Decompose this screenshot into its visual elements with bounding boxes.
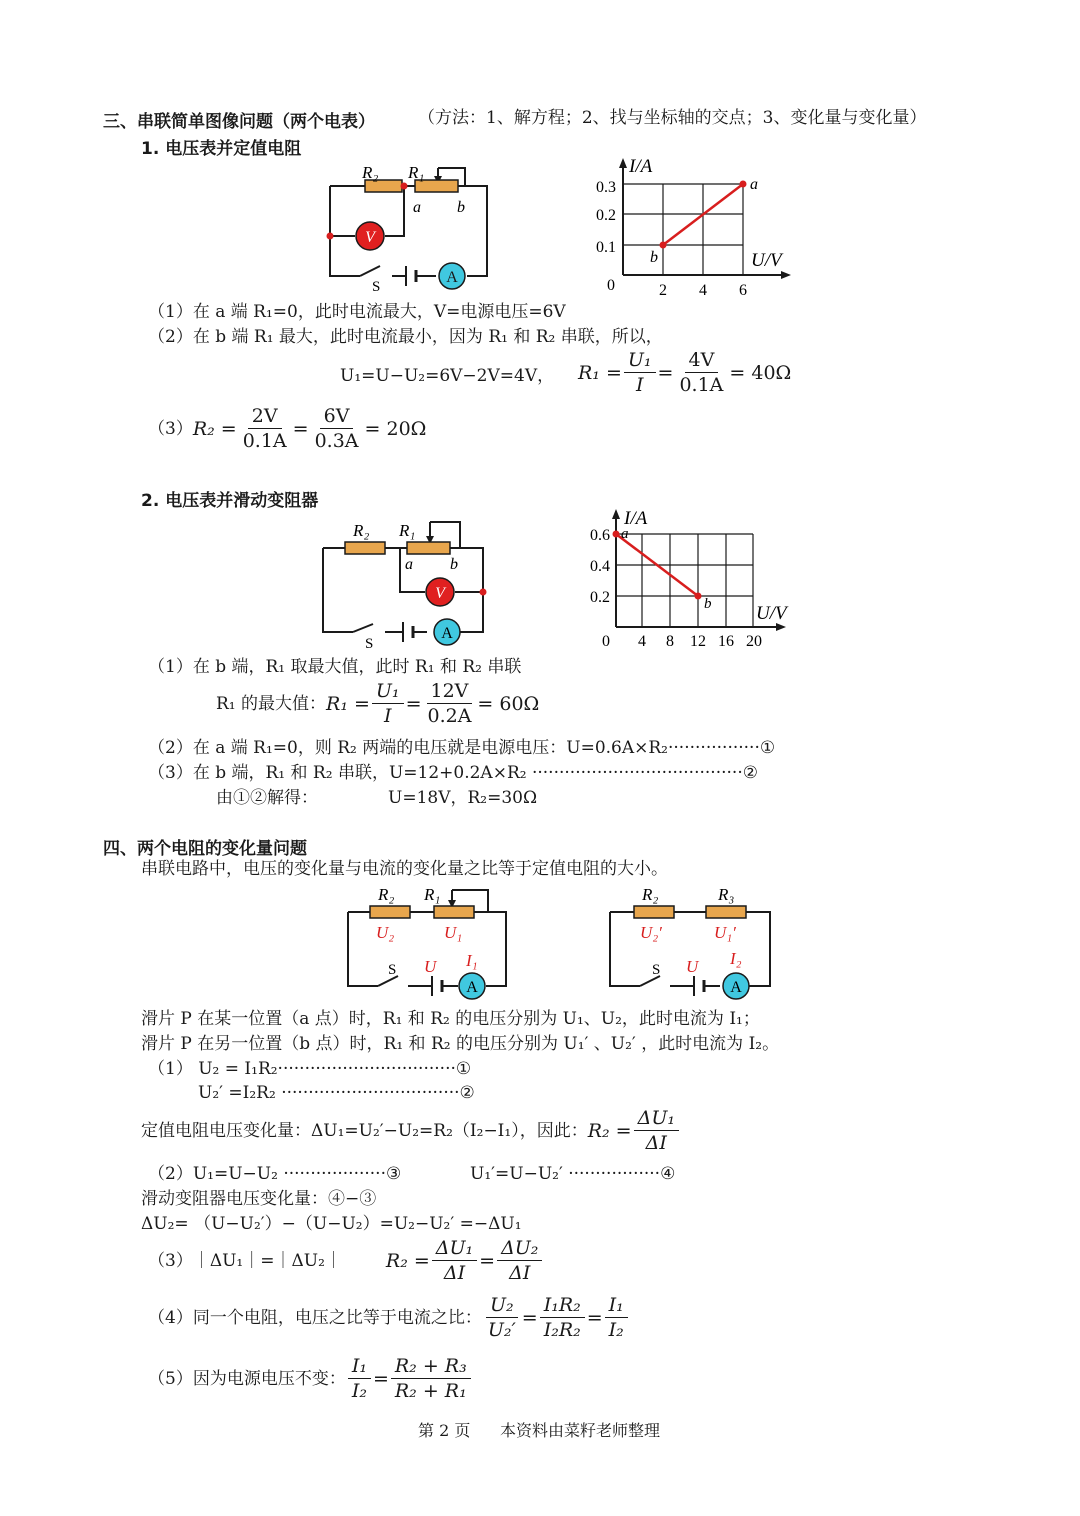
svg-text:V: V	[435, 585, 445, 602]
svg-text:R₂: R₂	[642, 885, 659, 904]
chart2-point-a	[613, 531, 620, 538]
section4-intro: 串联电路中，电压的变化量与电流的变化量之比等于定值电阻的大小。	[141, 859, 668, 879]
sub1-line2: （2）在 b 端 R₁ 最大，此时电流最小，因为 R₁ 和 R₂ 串联，所以，	[148, 327, 663, 347]
svg-text:2: 2	[659, 282, 667, 299]
svg-text:R₁: R₁	[424, 885, 441, 904]
svg-text:0.2: 0.2	[596, 207, 616, 224]
svg-text:S: S	[388, 962, 397, 978]
section4-fixed: 定值电阻电压变化量：ΔU₁=U₂′−U₂=R₂（I₂−I₁），因此： R₂ = $\frac{\text{ΔU₁}}{\Delta I}$	[141, 1106, 681, 1155]
svg-text:I₂: I₂	[730, 949, 742, 968]
svg-text:0: 0	[602, 633, 610, 650]
svg-text:S: S	[372, 279, 381, 293]
svg-text:6: 6	[739, 282, 747, 299]
section4-slide: 滑动变阻器电压变化量：④−③	[141, 1189, 377, 1209]
chart2-point-b	[695, 593, 702, 600]
svg-text:R₁: R₁	[399, 521, 416, 540]
page-number: 第 2 页	[418, 1421, 471, 1440]
svg-text:U₁: U₁	[444, 923, 463, 942]
chart-1	[588, 152, 798, 302]
svg-text:V: V	[365, 229, 375, 246]
sub2-line1: （1）在 b 端，R₁ 取最大值，此时 R₁ 和 R₂ 串联	[148, 657, 522, 677]
svg-text:R₂: R₂	[362, 163, 379, 182]
svg-text:4: 4	[699, 282, 707, 299]
footer-credit: 本资料由菜籽老师整理	[500, 1421, 661, 1440]
circuit-diagram-3	[338, 880, 518, 1005]
svg-text:R₁: R₁	[408, 163, 425, 182]
svg-text:b: b	[450, 556, 458, 573]
svg-text:20: 20	[746, 633, 762, 650]
sub2-title: 2. 电压表并滑动变阻器	[141, 491, 319, 511]
section4-delta: ΔU₂= （U−U₂′）−（U−U₂）=U₂−U₂′ =−ΔU₁	[141, 1214, 522, 1234]
sub1-title: 1. 电压表并定值电阻	[141, 139, 302, 159]
svg-text:0.3: 0.3	[596, 179, 616, 196]
sub2-line4a: 由①②解得：	[216, 788, 318, 808]
sub2-line4b: U=18V，R₂=30Ω	[388, 788, 538, 808]
sub1-eq-r2: （3） R₂ = $\frac{2V}{0.1A}$ = $\frac{6V}{0.3A}$ = 20Ω	[148, 405, 427, 452]
svg-text:0.4: 0.4	[590, 558, 610, 575]
svg-text:b: b	[457, 199, 465, 216]
svg-text:16: 16	[718, 633, 734, 650]
svg-text:A: A	[441, 625, 453, 642]
section4-p2: 滑片 P 在另一位置（b 点）时，R₁ 和 R₂ 的电压分别为 U₁′ 、U₂′ ，此时电流为 I₂。	[141, 1034, 780, 1054]
svg-text:A: A	[446, 269, 458, 286]
svg-text:R₂: R₂	[378, 885, 395, 904]
sub2-line3: （3）在 b 端，R₁ 和 R₂ 串联，U=12+0.2A×R₂ ·······································②	[148, 763, 758, 783]
section4-p1: 滑片 P 在某一位置（a 点）时，R₁ 和 R₂ 的电压分别为 U₁、U₂，此时电流为 I₁；	[141, 1009, 760, 1029]
sub2-eq-r1: R₁ 的最大值： R₁ = $\frac{\text{U₁}}{I}$ = $\frac{12V}{0.2A}$ = 60Ω	[216, 680, 540, 727]
section4-s2a: （2）U₁=U−U₂ ···················③	[148, 1164, 402, 1184]
section4-s3: （3）｜ΔU₁｜=｜ΔU₂｜ R₂ = $\frac{\text{ΔU₁}}{\Delta I}$ = $\frac{\text{ΔU₂}}{\Delta I}$	[148, 1236, 544, 1285]
svg-text:U: U	[686, 957, 699, 976]
section4-s4: （4）同一个电阻，电压之比等于电流之比： $\frac{\text{U₂}}{\text{U₂′}}$ = $\frac{\text{I₁R₂}}{\text{I₂R₂}}$ = $\frac{\text{I₁}}{\text{I₂}}$	[148, 1293, 630, 1342]
svg-text:U/V: U/V	[751, 250, 782, 271]
section3-method: （方法：1、解方程；2、找与坐标轴的交点；3、变化量与变化量）	[418, 108, 927, 128]
svg-text:0.2: 0.2	[590, 589, 610, 606]
sub1-eq-r1: R₁ = $\frac{\text{U₁}}{I}$ = $\frac{4V}{0.1A}$ = 40Ω	[578, 349, 792, 396]
svg-text:I/A: I/A	[629, 156, 653, 177]
circuit-diagram-4	[600, 880, 780, 1005]
svg-text:a: a	[405, 556, 413, 573]
section4-title: 四、两个电阻的变化量问题	[103, 839, 307, 859]
svg-text:8: 8	[666, 633, 674, 650]
svg-text:S: S	[365, 636, 374, 652]
sub2-line2: （2）在 a 端 R₁=0，则 R₂ 两端的电压就是电源电压：U=0.6A×R₂·················①	[148, 738, 776, 758]
svg-text:0.6: 0.6	[590, 527, 610, 544]
svg-text:I₁: I₁	[466, 951, 478, 970]
chart1-point-b	[660, 242, 667, 249]
svg-text:12: 12	[690, 633, 706, 650]
svg-text:U₂: U₂	[376, 923, 395, 942]
chart1-point-a	[740, 181, 747, 188]
svg-text:0.1: 0.1	[596, 239, 616, 256]
section3-title: 三、串联简单图像问题（两个电表）	[103, 112, 375, 132]
sub1-eq-u1: U₁=U−U₂=6V−2V=4V，	[340, 366, 555, 386]
section4-s1a: （1） U₂ = I₁R₂·································①	[148, 1059, 472, 1079]
svg-text:b: b	[650, 249, 658, 266]
svg-text:0: 0	[607, 277, 615, 294]
section4-s5: （5）因为电源电压不变： $\frac{\text{I₁}}{\text{I₂}}$ = $\frac{\text{R₂ + R₃}}{\text{R₂ + R₁}}$	[148, 1354, 473, 1403]
svg-text:A: A	[466, 979, 478, 996]
sub1-line1: （1）在 a 端 R₁=0，此时电流最大，V=电源电压=6V	[148, 302, 566, 322]
svg-text:R₃: R₃	[718, 885, 735, 904]
svg-text:A: A	[730, 979, 742, 996]
circuit-diagram-2	[315, 512, 495, 652]
svg-text:R₂: R₂	[353, 521, 370, 540]
svg-text:a: a	[750, 176, 758, 193]
svg-text:U₁′: U₁′	[714, 923, 736, 942]
svg-text:I/A: I/A	[624, 508, 648, 529]
section4-s2b: U₁′=U−U₂′ ·················④	[470, 1164, 676, 1184]
circuit-diagram-1	[320, 158, 495, 293]
svg-text:U/V: U/V	[756, 603, 787, 624]
svg-text:U: U	[424, 957, 437, 976]
svg-text:U₂′: U₂′	[640, 923, 662, 942]
svg-text:b: b	[704, 596, 712, 612]
svg-text:a: a	[621, 526, 629, 542]
section4-s1b: U₂′ =I₂R₂ ·································②	[198, 1083, 475, 1103]
svg-text:S: S	[652, 962, 661, 978]
chart-2	[578, 505, 803, 660]
svg-text:4: 4	[638, 633, 646, 650]
svg-text:a: a	[413, 199, 421, 216]
